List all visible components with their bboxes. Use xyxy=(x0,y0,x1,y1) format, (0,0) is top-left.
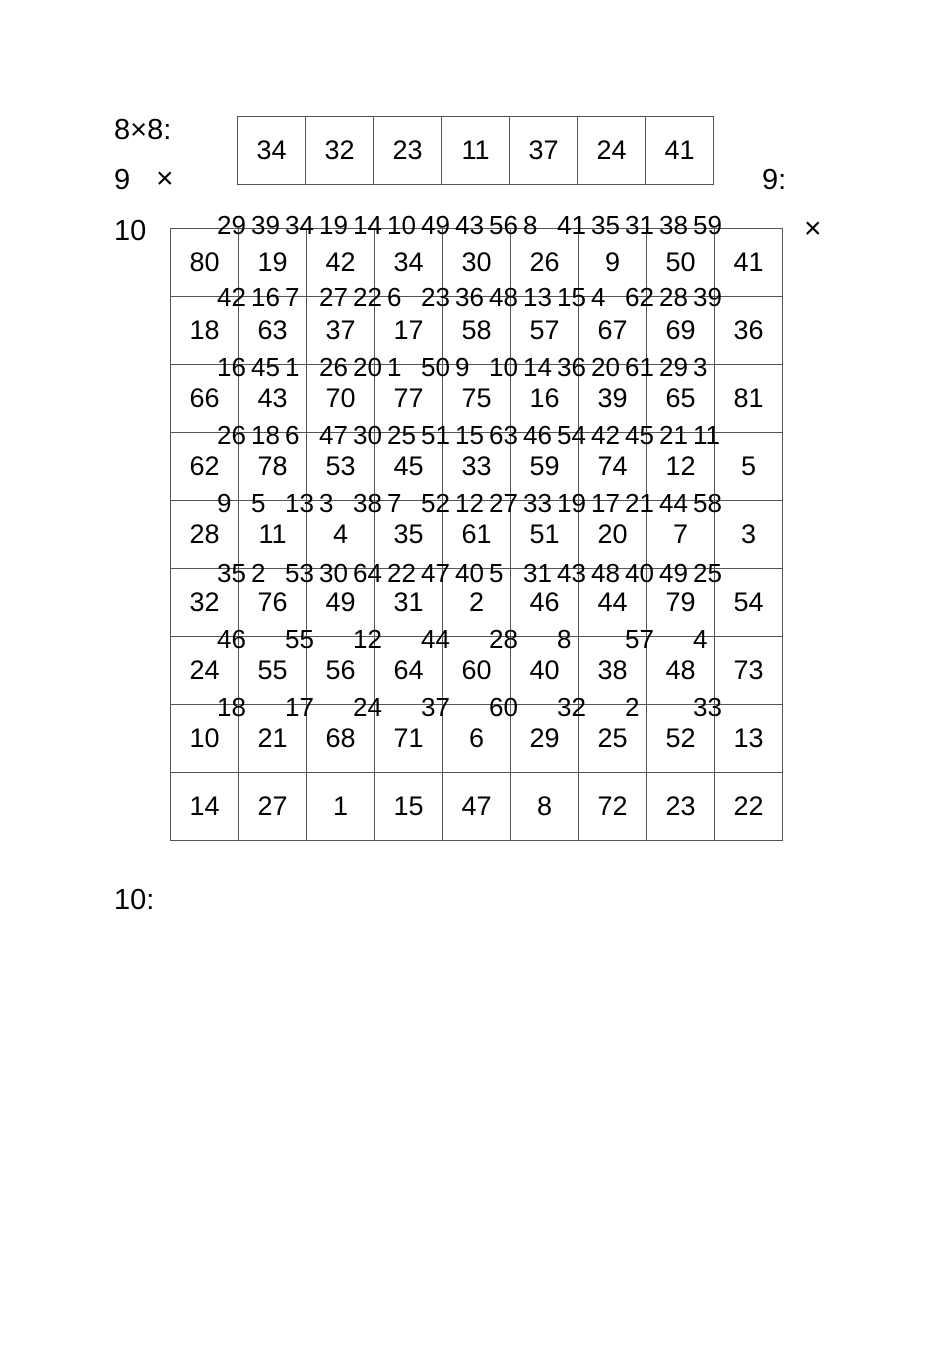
grid-cell: 72 xyxy=(579,773,647,841)
grid-cell: 3 xyxy=(319,488,334,518)
grid-cell: 57 xyxy=(511,297,579,365)
grid-cell: 7 xyxy=(647,501,715,569)
grid-cell: 24 xyxy=(578,117,646,185)
grid-cell: 23 xyxy=(421,282,450,312)
label-10: 10 xyxy=(114,215,147,247)
grid-cell: 39 xyxy=(579,365,647,433)
grid-cell: 47 xyxy=(443,773,511,841)
grid-row xyxy=(171,637,783,705)
grid-cell: 48 xyxy=(647,637,715,705)
grid-cell: 21 xyxy=(239,705,307,773)
grid-cell: 9 xyxy=(579,229,647,297)
cross-icon: × xyxy=(156,162,174,195)
grid-cell: 40 xyxy=(511,637,579,705)
grid-cell: 30 xyxy=(353,420,382,450)
grid-cell: 78 xyxy=(239,433,307,501)
grid-cell: 2 xyxy=(251,558,266,588)
grid-cell: 10 xyxy=(489,352,518,382)
grid-cell: 38 xyxy=(579,637,647,705)
grid-cell: 25 xyxy=(693,558,722,588)
grid-cell: 31 xyxy=(625,210,654,240)
grid-cell: 31 xyxy=(375,569,443,637)
grid-cell: 16 xyxy=(511,365,579,433)
grid-cell: 46 xyxy=(523,420,552,450)
grid-cell: 36 xyxy=(715,297,783,365)
grid-cell: 51 xyxy=(421,420,450,450)
grid-cell: 50 xyxy=(647,229,715,297)
grid-cell: 57 xyxy=(625,624,654,654)
grid-cell: 37 xyxy=(421,692,450,722)
grid-cell: 9 xyxy=(455,352,470,382)
grid-cell: 66 xyxy=(171,365,239,433)
grid-cell: 26 xyxy=(511,229,579,297)
grid-cell: 21 xyxy=(625,488,654,518)
grid-cell: 16 xyxy=(217,352,246,382)
grid-cell: 11 xyxy=(693,420,720,450)
grid-cell: 56 xyxy=(307,637,375,705)
grid-cell: 8 xyxy=(511,773,579,841)
grid-cell: 8 xyxy=(523,210,538,240)
grid-cell: 7 xyxy=(387,488,402,518)
grid-cell: 24 xyxy=(171,637,239,705)
grid-cell: 53 xyxy=(285,558,314,588)
grid-cell: 35 xyxy=(375,501,443,569)
grid-cell: 54 xyxy=(715,569,783,637)
grid-cell: 6 xyxy=(443,705,511,773)
grid-cell: 1 xyxy=(307,773,375,841)
grid-cell: 19 xyxy=(557,488,586,518)
grid-cell: 9 xyxy=(217,488,232,518)
grid-cell: 40 xyxy=(625,558,654,588)
grid-cell: 1 xyxy=(285,352,300,382)
grid-cell: 30 xyxy=(319,558,348,588)
grid-cell: 18 xyxy=(251,420,280,450)
grid-cell: 33 xyxy=(523,488,552,518)
grid-cell: 27 xyxy=(489,488,518,518)
grid-cell: 53 xyxy=(307,433,375,501)
grid-cell: 20 xyxy=(579,501,647,569)
grid-cell: 12 xyxy=(647,433,715,501)
grid-cell: 36 xyxy=(557,352,586,382)
grid-cell: 65 xyxy=(647,365,715,433)
grid-cell: 32 xyxy=(171,569,239,637)
grid-cell: 15 xyxy=(455,420,484,450)
grid-cell: 52 xyxy=(647,705,715,773)
grid-cell: 22 xyxy=(353,282,382,312)
grid-cell: 1 xyxy=(387,352,402,382)
grid-cell: 29 xyxy=(511,705,579,773)
grid-cell: 60 xyxy=(443,637,511,705)
grid-cell: 43 xyxy=(239,365,307,433)
grid-cell: 46 xyxy=(511,569,579,637)
grid-cell: 29 xyxy=(217,210,246,240)
grid-cell: 64 xyxy=(353,558,382,588)
grid-cell: 5 xyxy=(489,558,504,588)
grid-cell: 28 xyxy=(489,624,518,654)
grid-cell: 25 xyxy=(579,705,647,773)
grid-cell: 23 xyxy=(647,773,715,841)
grid-cell: 23 xyxy=(374,117,442,185)
grid-cell: 33 xyxy=(693,692,722,722)
grid-cell: 13 xyxy=(715,705,783,773)
grid-cell: 18 xyxy=(217,692,246,722)
grid-cell: 42 xyxy=(591,420,620,450)
grid-cell: 26 xyxy=(217,420,246,450)
grid-cell: 62 xyxy=(171,433,239,501)
grid-cell: 17 xyxy=(591,488,620,518)
grid-cell: 43 xyxy=(455,210,484,240)
grid-cell: 27 xyxy=(239,773,307,841)
grid-cell: 2 xyxy=(443,569,511,637)
grid-cell: 31 xyxy=(523,558,552,588)
grid-cell: 34 xyxy=(375,229,443,297)
grid-cell: 14 xyxy=(353,210,382,240)
grid-cell: 5 xyxy=(251,488,266,518)
grid-cell: 34 xyxy=(285,210,314,240)
grid-cell: 36 xyxy=(455,282,484,312)
grid-cell: 19 xyxy=(319,210,348,240)
grid-cell: 47 xyxy=(319,420,348,450)
grid-cell: 58 xyxy=(693,488,722,518)
grid-cell: 22 xyxy=(715,773,783,841)
grid-cell: 2 xyxy=(625,692,640,722)
grid-cell: 52 xyxy=(421,488,450,518)
grid-cell: 4 xyxy=(591,282,606,312)
grid-cell: 14 xyxy=(171,773,239,841)
grid-cell: 27 xyxy=(319,282,348,312)
grid-cell: 42 xyxy=(307,229,375,297)
grid-cell: 48 xyxy=(489,282,518,312)
grid-cell: 61 xyxy=(625,352,654,382)
grid-cell: 49 xyxy=(659,558,688,588)
grid-cell: 67 xyxy=(579,297,647,365)
grid-cell: 55 xyxy=(239,637,307,705)
grid-row xyxy=(238,117,714,185)
grid-cell: 39 xyxy=(693,282,722,312)
grid-cell: 49 xyxy=(421,210,450,240)
grid-cell: 79 xyxy=(647,569,715,637)
grid-cell: 63 xyxy=(239,297,307,365)
label-9-colon: 9: xyxy=(762,164,787,196)
grid-cell: 77 xyxy=(375,365,443,433)
grid-cell: 51 xyxy=(511,501,579,569)
grid-cell: 48 xyxy=(591,558,620,588)
grid-cell: 38 xyxy=(659,210,688,240)
grid-cell: 5 xyxy=(715,433,783,501)
grid-cell: 68 xyxy=(307,705,375,773)
grid-cell: 4 xyxy=(693,624,708,654)
grid-cell: 4 xyxy=(307,501,375,569)
grid-cell: 69 xyxy=(647,297,715,365)
grid-cell: 63 xyxy=(489,420,518,450)
grid-cell: 54 xyxy=(557,420,586,450)
grid-cell: 70 xyxy=(307,365,375,433)
grid-cell: 11 xyxy=(239,501,307,569)
grid-cell: 6 xyxy=(285,420,300,450)
grid-cell: 81 xyxy=(715,365,783,433)
label-8x8: 8×8: xyxy=(114,114,172,146)
grid-cell: 22 xyxy=(387,558,416,588)
grid-cell: 26 xyxy=(319,352,348,382)
grid-cell: 10 xyxy=(171,705,239,773)
grid-cell: 59 xyxy=(693,210,722,240)
grid-cell: 46 xyxy=(217,624,246,654)
grid-cell: 45 xyxy=(375,433,443,501)
grid-cell: 35 xyxy=(591,210,620,240)
grid-cell: 28 xyxy=(659,282,688,312)
grid-cell: 35 xyxy=(217,558,246,588)
grid-cell: 44 xyxy=(579,569,647,637)
grid-cell: 60 xyxy=(489,692,518,722)
grid-cell: 41 xyxy=(646,117,714,185)
grid-cell: 21 xyxy=(659,420,688,450)
grid-cell: 15 xyxy=(557,282,586,312)
grid-cell: 43 xyxy=(557,558,586,588)
grid-cell: 28 xyxy=(171,501,239,569)
grid-cell: 24 xyxy=(353,692,382,722)
grid-cell: 45 xyxy=(251,352,280,382)
grid-cell: 61 xyxy=(443,501,511,569)
grid-cell: 6 xyxy=(387,282,402,312)
grid-cell: 17 xyxy=(375,297,443,365)
grid-cell: 13 xyxy=(285,488,314,518)
cross-icon: × xyxy=(804,212,822,245)
grid-cell: 40 xyxy=(455,558,484,588)
grid-cell: 74 xyxy=(579,433,647,501)
grid-cell: 76 xyxy=(239,569,307,637)
grid-cell: 14 xyxy=(523,352,552,382)
grid-cell: 12 xyxy=(455,488,484,518)
label-10-colon: 10: xyxy=(114,884,155,916)
grid-cell: 59 xyxy=(511,433,579,501)
grid-cell: 29 xyxy=(659,352,688,382)
grid-cell: 7 xyxy=(285,282,300,312)
grid-cell: 20 xyxy=(353,352,382,382)
grid-cell: 73 xyxy=(715,637,783,705)
grid-cell: 49 xyxy=(307,569,375,637)
grid-cell: 37 xyxy=(307,297,375,365)
grid-cell: 47 xyxy=(421,558,450,588)
grid-cell: 80 xyxy=(171,229,239,297)
grid-cell: 3 xyxy=(693,352,708,382)
grid-cell: 12 xyxy=(353,624,382,654)
grid-cell: 10 xyxy=(387,210,416,240)
grid-cell: 50 xyxy=(421,352,450,382)
grid-cell: 8 xyxy=(557,624,572,654)
grid-cell: 38 xyxy=(353,488,382,518)
grid-cell: 37 xyxy=(510,117,578,185)
grid-cell: 32 xyxy=(557,692,586,722)
grid-cell: 18 xyxy=(171,297,239,365)
grid-cell: 58 xyxy=(443,297,511,365)
grid-cell: 25 xyxy=(387,420,416,450)
grid-row xyxy=(171,705,783,773)
label-9: 9 xyxy=(114,164,131,196)
grid-cell: 45 xyxy=(625,420,654,450)
grid-cell: 19 xyxy=(239,229,307,297)
grid-cell: 34 xyxy=(238,117,306,185)
grid-cell: 71 xyxy=(375,705,443,773)
grid-cell: 44 xyxy=(421,624,450,654)
grid-cell: 17 xyxy=(285,692,314,722)
grid-cell: 20 xyxy=(591,352,620,382)
grid-cell: 62 xyxy=(625,282,654,312)
grid-cell: 42 xyxy=(217,282,246,312)
grid-cell: 11 xyxy=(442,117,510,185)
grid-cell: 41 xyxy=(557,210,586,240)
grid-cell: 64 xyxy=(375,637,443,705)
grid-cell: 56 xyxy=(489,210,518,240)
grid-cell: 32 xyxy=(306,117,374,185)
grid-cell: 13 xyxy=(523,282,552,312)
grid-cell: 3 xyxy=(715,501,783,569)
grid-cell: 39 xyxy=(251,210,280,240)
grid-cell: 33 xyxy=(443,433,511,501)
grid-cell: 16 xyxy=(251,282,280,312)
grid-cell: 75 xyxy=(443,365,511,433)
grid-cell: 30 xyxy=(443,229,511,297)
grid-cell: 15 xyxy=(375,773,443,841)
grid-10x10 xyxy=(170,228,783,841)
grid-8x8 xyxy=(237,116,714,185)
grid-row xyxy=(171,773,783,841)
grid-cell: 44 xyxy=(659,488,688,518)
grid-cell: 41 xyxy=(715,229,783,297)
grid-cell: 55 xyxy=(285,624,314,654)
